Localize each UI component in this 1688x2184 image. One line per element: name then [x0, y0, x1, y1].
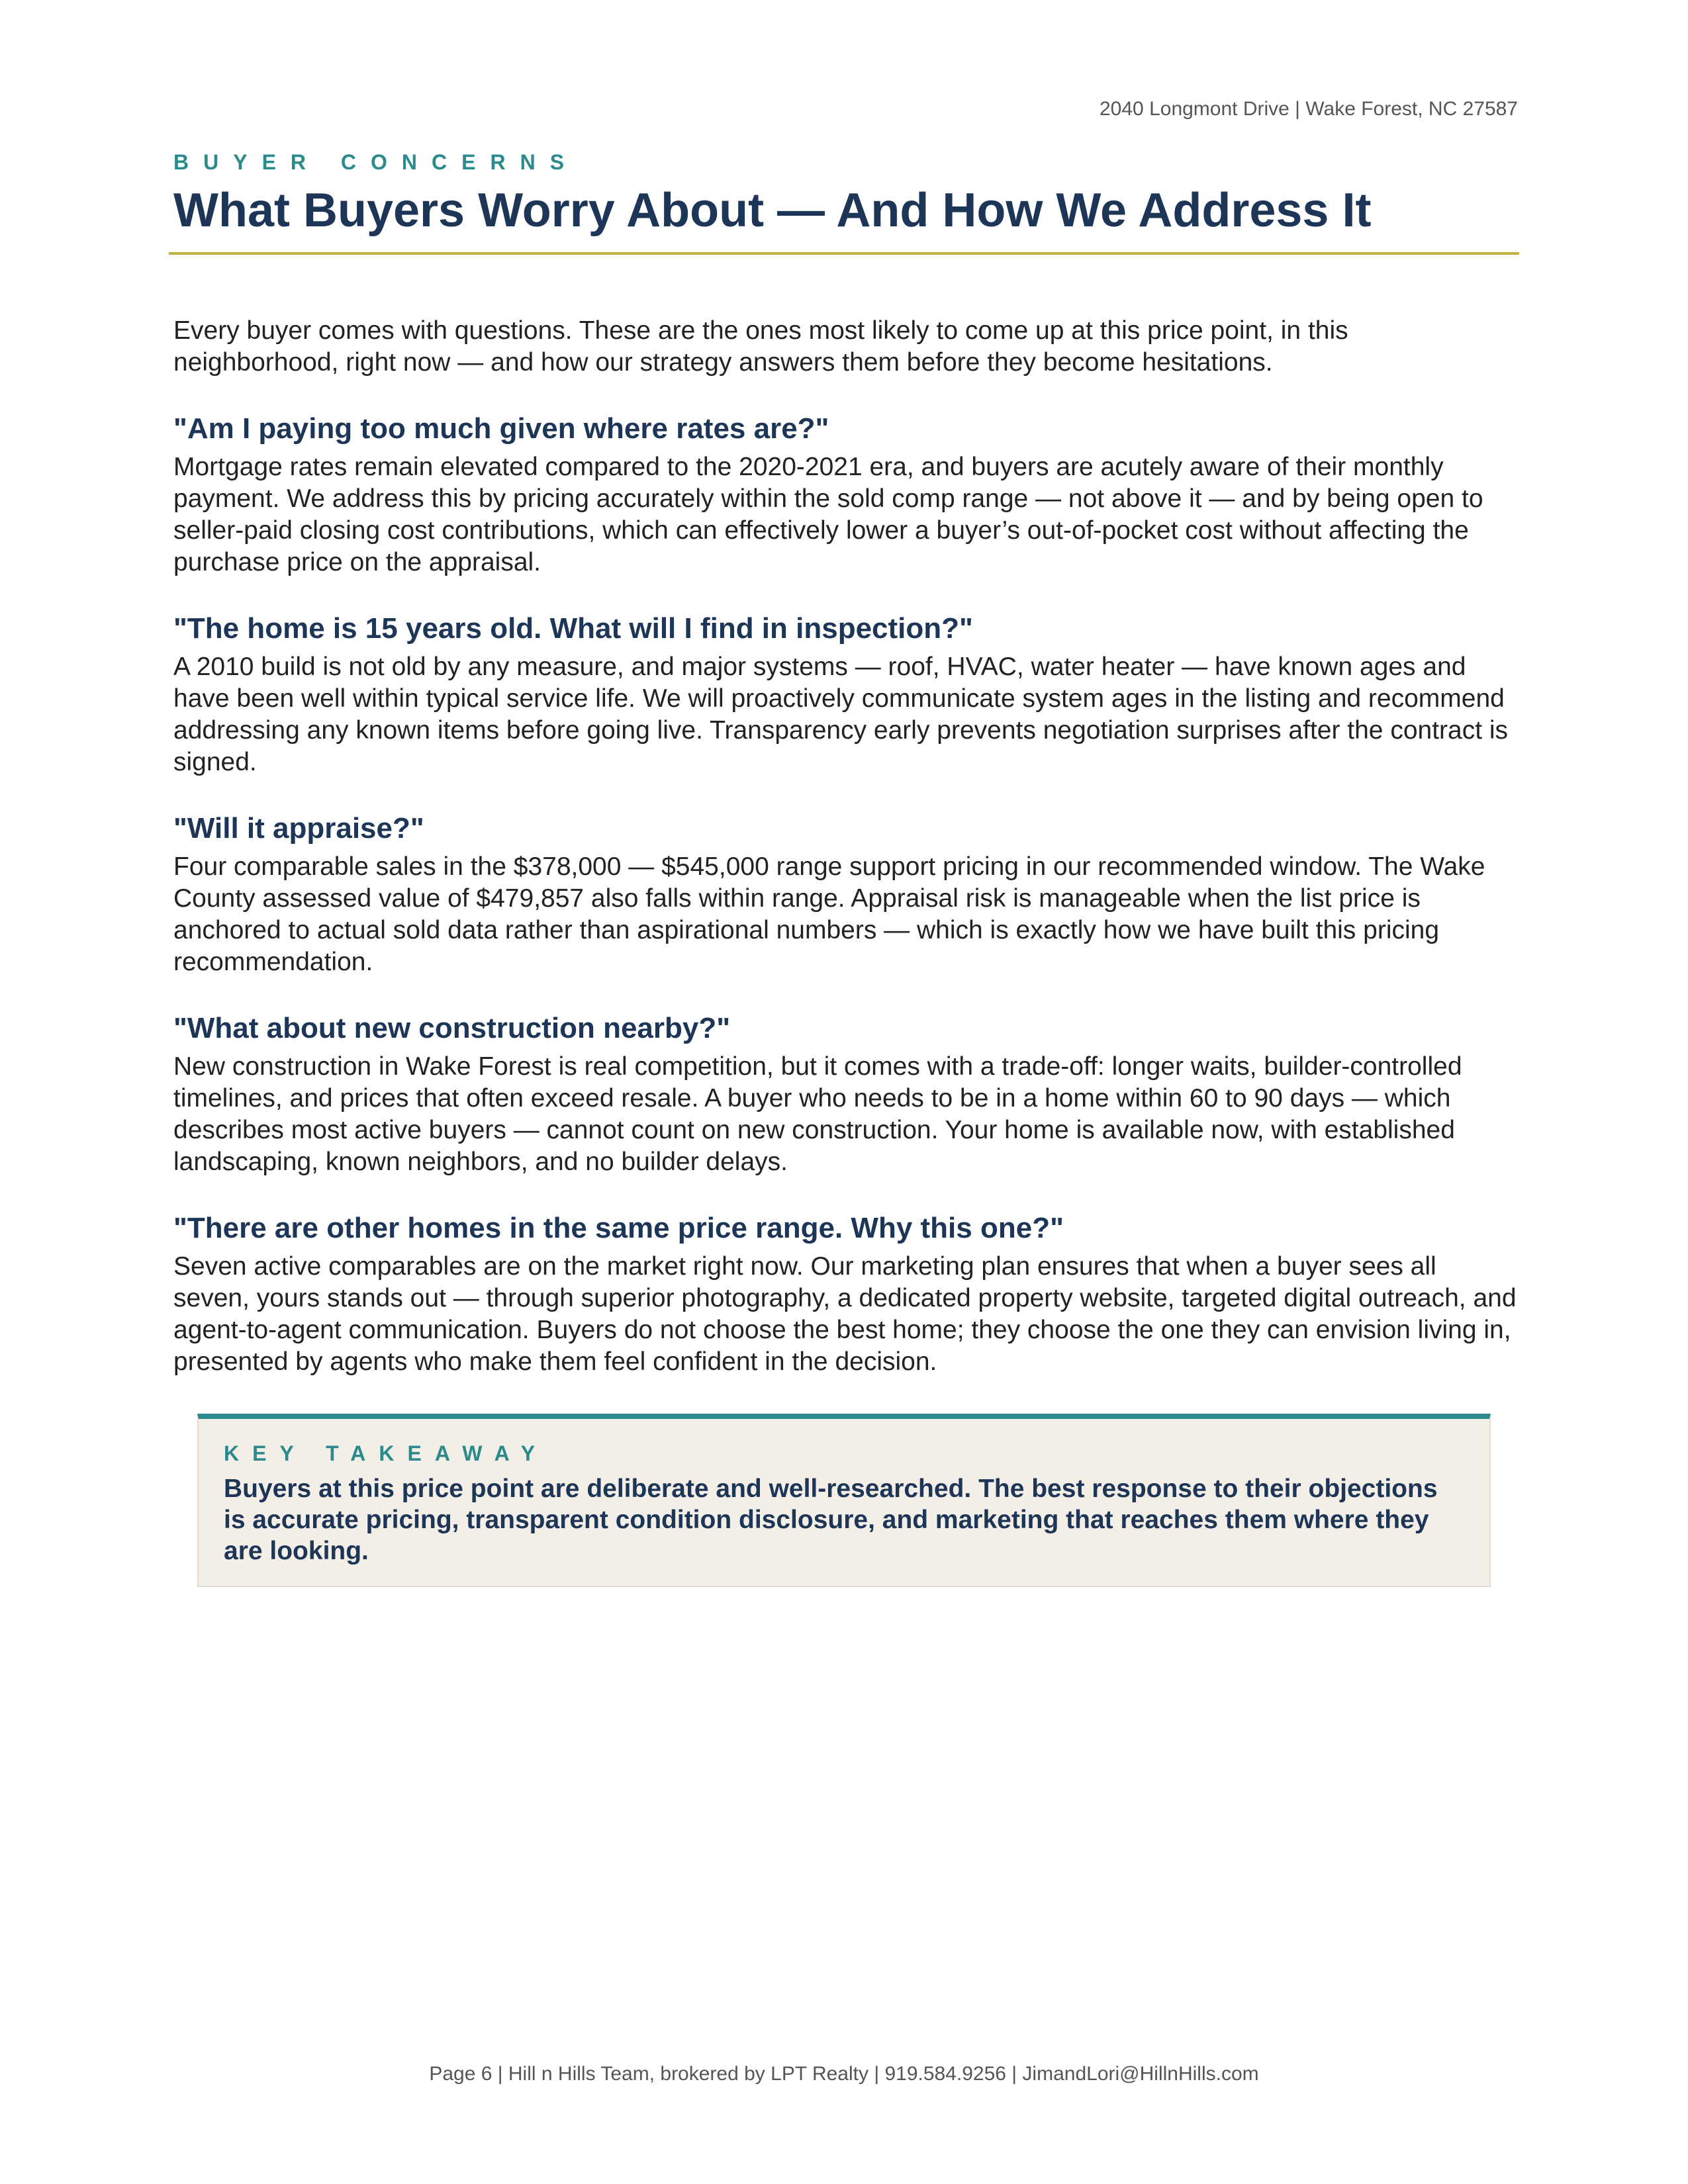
- concern-answer: Seven active comparables are on the market right now. Our marketing plan ensures that when a buyer sees all seven, yours stands out — through superior photography, a dedicated property website, targeted digital outreach, and agent-to-agent communication. Buyers do not choose the best home; they choose the one they can envision living in, presented by agents who make them feel confident in the decision.: [173, 1252, 1517, 1376]
- concern-answer: Mortgage rates remain elevated compared to the 2020-2021 era, and buyers are acutely aware of their monthly payment. We address this by pricing accurately within the sold comp range — not above it — and by being open to seller-paid closing cost contributions, which can effectively lower a buyer’s out-of-pocket cost without affecting the purchase price on the appraisal.: [173, 453, 1483, 576]
- page-title: What Buyers Worry About — And How We Address It: [173, 184, 1372, 237]
- page-footer: Page 6 | Hill n Hills Team, brokered by LPT Realty | 919.584.9256 | JimandLori@HillnHills.com: [429, 2063, 1259, 2085]
- intro-paragraph: Every buyer comes with questions. These are the ones most likely to come up at this price point, in this neighborhood, right now — and how our strategy answers them before they become hesitations.: [173, 316, 1348, 377]
- takeaway-text: Buyers at this price point are deliberate and well-researched. The best response to their objections is accurate pricing, transparent condition disclosure, and marketing that reaches them where they are looking.: [224, 1475, 1438, 1565]
- header-address: 2040 Longmont Drive | Wake Forest, NC 27587: [1100, 98, 1518, 120]
- concern-question: "Will it appraise?": [173, 812, 424, 844]
- concern-inspection: [173, 610, 1517, 778]
- concern-appraisal: [173, 810, 1517, 978]
- concern-answer: Four comparable sales in the $378,000 — $545,000 range support pricing in our recommended window. The Wake County assessed value of $479,857 also falls within range. Appraisal risk is manageable when the list price is anchored to actual sold data rather than aspirational numbers — which is exactly how we have built this pricing recommendation.: [173, 852, 1485, 976]
- concern-question: "What about new construction nearby?": [173, 1012, 731, 1044]
- main-content: [173, 147, 1517, 1378]
- takeaway-label: KEY TAKEAWAY: [224, 1441, 549, 1465]
- concern-competition: [173, 1210, 1517, 1378]
- section-eyebrow: BUYER CONCERNS: [173, 150, 579, 174]
- concern-new-construction: [173, 1010, 1517, 1178]
- concern-rates: [173, 410, 1517, 578]
- concern-answer: A 2010 build is not old by any measure, and major systems — roof, HVAC, water heater — have known ages and have been well within typical service life. We will proactively communicate system ages in the listing and recommend addressing any known items before going live. Transparency early prevents negotiation surprises after the contract is signed.: [173, 653, 1509, 776]
- title-divider: [169, 252, 1519, 255]
- concern-question: "Am I paying too much given where rates are?": [173, 412, 829, 445]
- concern-answer: New construction in Wake Forest is real competition, but it comes with a trade-off: longer waits, builder-controlled timelines, and prices that often exceed resale. A buyer who needs to be in a home within 60 to 90 days — which describes most active buyers — cannot count on new construction. Your home is available now, with established landscaping, known neighbors, and no builder delays.: [173, 1052, 1462, 1176]
- concern-question: "The home is 15 years old. What will I find in inspection?": [173, 612, 973, 645]
- key-takeaway-box: [197, 1414, 1491, 1587]
- concern-question: "There are other homes in the same price range. Why this one?": [173, 1212, 1064, 1244]
